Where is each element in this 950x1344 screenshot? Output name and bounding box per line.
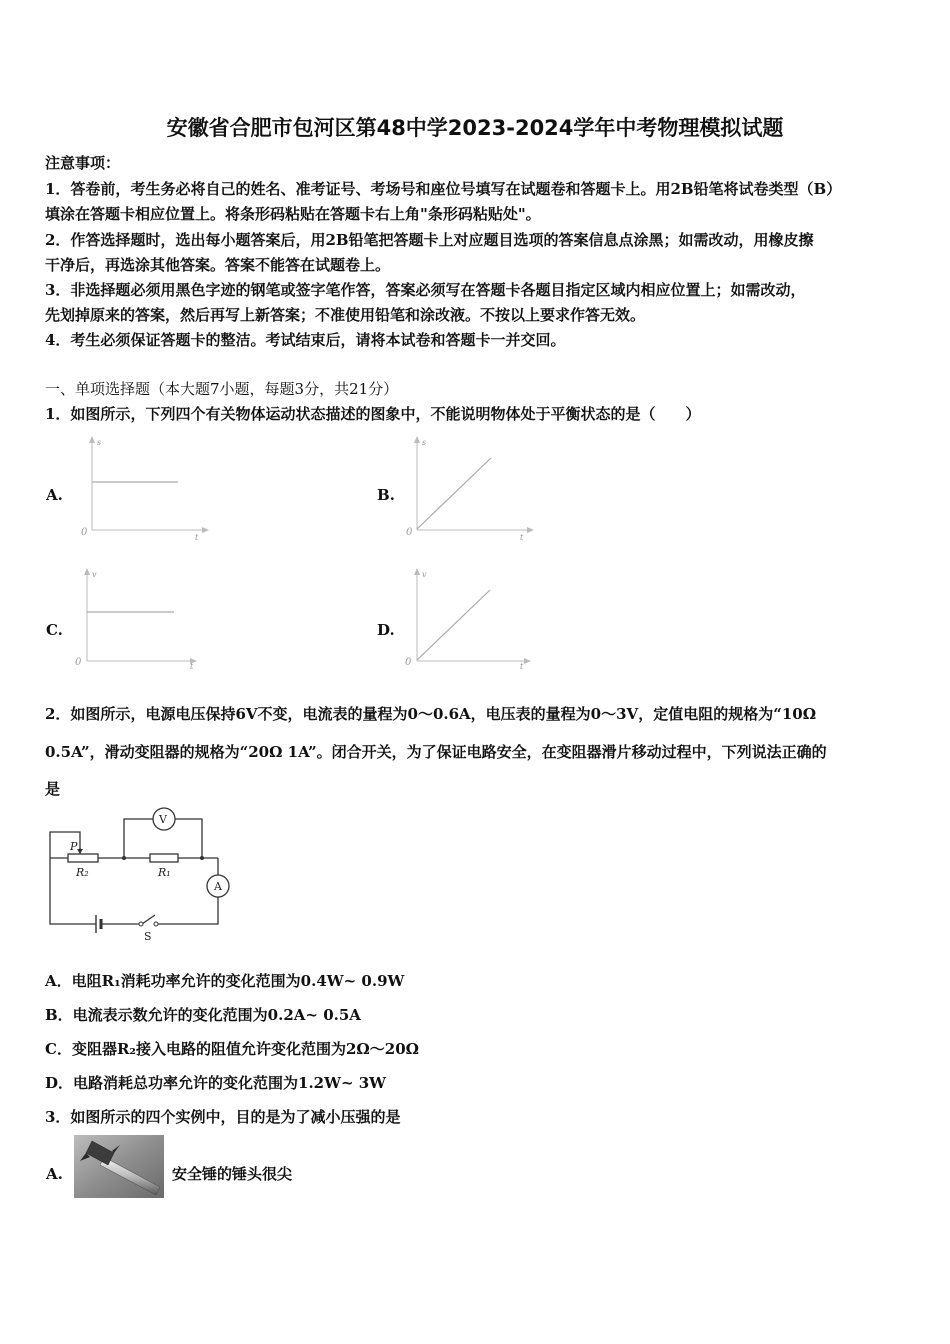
notice-line: 填涂在答题卡相应位置上。将条形码粘贴在答题卡右上角"条形码粘贴处"。 bbox=[45, 205, 541, 223]
q1-graph-b-y-label: s bbox=[422, 438, 427, 447]
safety-hammer-image bbox=[74, 1135, 164, 1198]
slider-label: P bbox=[70, 840, 78, 853]
q2-option-c: C．变阻器R₂接入电路的阻值允许变化范围为2Ω～20Ω bbox=[45, 1040, 419, 1058]
rheostat-r2 bbox=[68, 854, 98, 862]
q1-graph-a-x-label: t bbox=[195, 533, 199, 542]
q1-graph-b-x-label: t bbox=[520, 533, 524, 542]
notice-heading: 注意事项： bbox=[45, 154, 121, 172]
q1-graph-c-origin: 0 bbox=[75, 657, 82, 668]
notice-line: 干净后，再选涂其他答案。答案不能答在试题卷上。 bbox=[45, 256, 391, 274]
resistor-r1 bbox=[150, 854, 178, 862]
rheostat-label: R₂ bbox=[76, 866, 89, 879]
q1-graph-d bbox=[397, 566, 537, 674]
notice-line: 1．答卷前，考生务必将自己的姓名、准考证号、考场号和座位号填写在试题卷和答题卡上。用2B铅笔将试卷类型（B） bbox=[45, 180, 842, 198]
q1-graph-b bbox=[397, 434, 537, 542]
q1-graph-b-curve bbox=[417, 458, 491, 529]
q1-graph-a bbox=[72, 434, 212, 542]
notice-line: 3．非选择题必须用黑色字迹的钢笔或签字笔作答，答案必须写在答题卡各题目指定区域内相应位置上；如需改动， bbox=[45, 281, 806, 299]
question-2-stem-line: 0.5A”，滑动变阻器的规格为“20Ω 1A”。闭合开关，为了保证电路安全，在变阻器滑片移动过程中，下列说法正确的 bbox=[45, 743, 827, 761]
q1-option-c-letter: C. bbox=[46, 621, 63, 639]
q1-graph-c-y-label: v bbox=[92, 570, 97, 579]
q1-graph-a-y-label: s bbox=[97, 438, 102, 447]
q1-graph-c-x-label: t bbox=[190, 662, 194, 671]
notice-line: 4．考生必须保证答题卡的整洁。考试结束后，请将本试卷和答题卡一并交回。 bbox=[45, 331, 566, 349]
question-3-stem: 3．如图所示的四个实例中，目的是为了减小压强的是 bbox=[45, 1108, 401, 1126]
q1-graph-c bbox=[67, 566, 207, 674]
page-title: 安徽省合肥市包河区第48中学2023-2024学年中考物理模拟试题 bbox=[166, 116, 784, 140]
q1-graph-d-curve bbox=[417, 590, 490, 660]
notice-line: 先划掉原来的答案，然后再写上新答案；不准使用铅笔和涂改液。不按以上要求作答无效。 bbox=[45, 306, 646, 324]
q2-option-b: B．电流表示数允许的变化范围为0.2A~ 0.5A bbox=[45, 1006, 361, 1024]
switch-label: S bbox=[144, 930, 152, 943]
q3-option-a-text: 安全锤的锤头很尖 bbox=[172, 1165, 293, 1183]
voltmeter-label: V bbox=[159, 813, 167, 826]
q3-option-a-letter: A. bbox=[46, 1165, 63, 1183]
q1-graph-d-x-label: t bbox=[520, 662, 524, 671]
q2-option-a: A．电阻R₁消耗功率允许的变化范围为0.4W~ 0.9W bbox=[45, 972, 405, 990]
q1-graph-d-origin: 0 bbox=[405, 657, 412, 668]
q1-graph-d-y-label: v bbox=[422, 570, 427, 579]
circuit-diagram bbox=[44, 804, 239, 944]
q1-graph-a-origin: 0 bbox=[81, 527, 88, 538]
notice-line: 2．作答选择题时，选出每小题答案后，用2B铅笔把答题卡上对应题目选项的答案信息点涂黑；如需改动，用橡皮擦 bbox=[45, 231, 814, 249]
section-heading: 一、单项选择题（本大题7小题，每题3分，共21分） bbox=[45, 380, 399, 398]
q2-option-d: D．电路消耗总功率允许的变化范围为1.2W~ 3W bbox=[45, 1074, 387, 1092]
slider-arrow-icon bbox=[77, 849, 83, 854]
resistor-label: R₁ bbox=[158, 866, 171, 879]
question-2-stem-line: 2．如图所示，电源电压保持6V不变，电流表的量程为0～0.6A，电压表的量程为0～3V，定值电阻的规格为“10Ω bbox=[45, 705, 817, 723]
q1-graph-b-origin: 0 bbox=[406, 527, 413, 538]
q1-option-b-letter: B. bbox=[377, 486, 395, 504]
question-1-stem: 1．如图所示，下列四个有关物体运动状态描述的图象中，不能说明物体处于平衡状态的是（ ） bbox=[45, 405, 701, 423]
switch-s bbox=[142, 915, 155, 924]
ammeter-label: A bbox=[214, 880, 222, 893]
q1-option-d-letter: D. bbox=[377, 621, 395, 639]
question-2-stem-line: 是 bbox=[45, 780, 61, 798]
q1-option-a-letter: A. bbox=[46, 486, 63, 504]
